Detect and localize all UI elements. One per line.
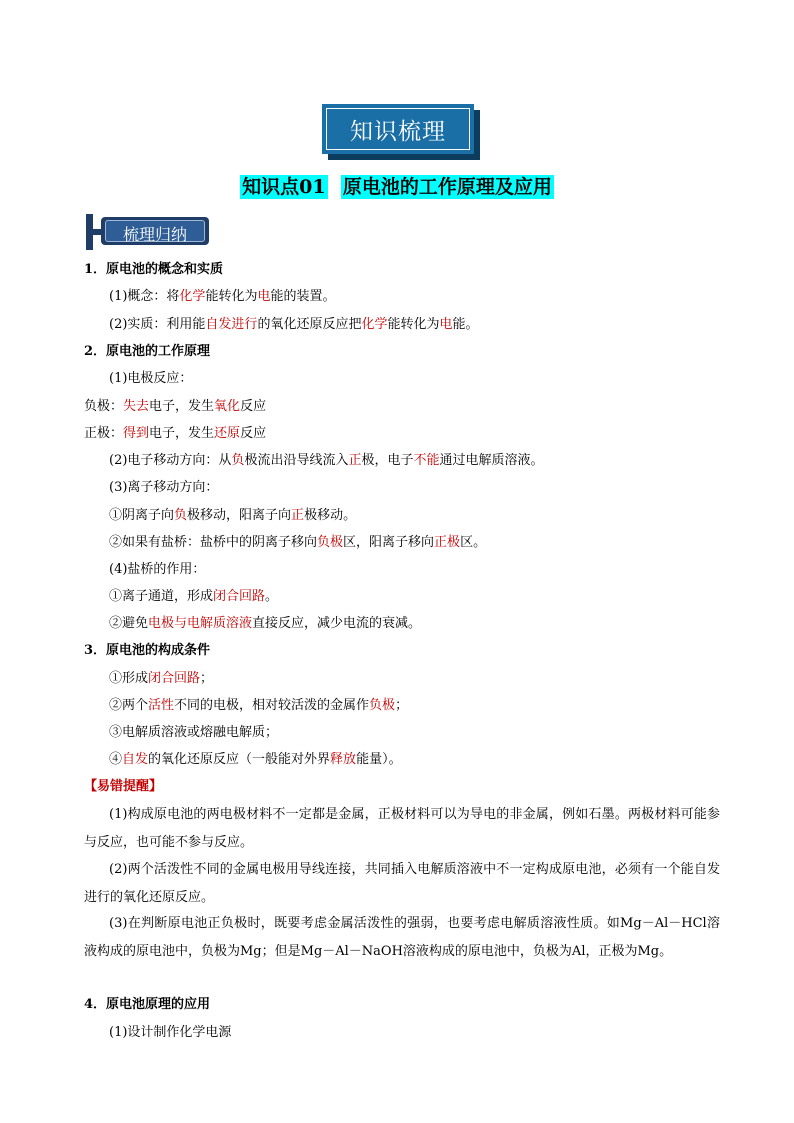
- section-tag-label: 梳理归纳: [122, 225, 187, 244]
- tip-paragraph-2: (2)两个活泼性不同的金属电极用导线连接，共同插入电解质溶液中不一定构成原电池，必须有一个能自发进行的氧化还原反应。: [84, 862, 720, 905]
- knowledge-point-label: 知识点01: [242, 176, 326, 198]
- condition-3: ③电解质溶液或熔融电解质；: [109, 725, 279, 740]
- salt-bridge-role-2: ②避免电极与电解质溶液直接反应，减少电流的衰减。: [109, 616, 422, 631]
- positive-pole-line: 正极：得到电子，发生还原反应: [84, 426, 267, 441]
- ion-direction-line: (3)离子移动方向：: [109, 480, 219, 495]
- section-4-heading: 4．原电池原理的应用: [84, 997, 211, 1012]
- section-tag: [86, 214, 216, 250]
- condition-1: ①形成闭合回路；: [109, 671, 214, 686]
- tip-paragraph-1: (1)构成原电池的两电极材料不一定都是金属，正极材料可以为导电的非金属，例如石墨。两极材料可能参与反应，也可能不参与反应。: [84, 807, 720, 850]
- essence-line: (2)实质：利用能自发进行的氧化还原反应把化学能转化为电能。: [109, 317, 479, 332]
- section-banner: [322, 104, 474, 154]
- salt-bridge-role-1: ①离子通道，形成闭合回路。: [109, 589, 279, 604]
- tip-label: 【易错提醒】: [84, 779, 163, 794]
- section-2-heading: 2．原电池的工作原理: [84, 344, 211, 359]
- application-1: (1)设计制作化学电源: [109, 1025, 232, 1040]
- knowledge-point-title: [0, 172, 794, 199]
- section-1-heading: 1．原电池的概念和实质: [84, 262, 224, 277]
- electrode-reaction-line: (1)电极反应：: [109, 371, 193, 386]
- salt-bridge-ion-line: ②如果有盐桥：盐桥中的阴离子移向负极区，阳离子移向正极区。: [109, 535, 487, 550]
- condition-2: ②两个活性不同的电极，相对较活泼的金属作负极；: [109, 698, 409, 713]
- negative-pole-line: 负极：失去电子，发生氧化反应: [84, 399, 267, 414]
- concept-line: (1)概念：将化学能转化为电能的装置。: [109, 289, 336, 304]
- banner-title: 知识梳理: [350, 119, 446, 145]
- salt-bridge-role-line: (4)盐桥的作用：: [109, 562, 206, 577]
- electron-direction-line: (2)电子移动方向：从负极流出沿导线流入正极，电子不能通过电解质溶液。: [109, 453, 544, 468]
- ion-move-line: ①阴离子向负极移动，阳离子向正极移动。: [109, 508, 357, 523]
- knowledge-point-name: 原电池的工作原理及应用: [342, 176, 552, 198]
- section-3-heading: 3．原电池的构成条件: [84, 643, 211, 658]
- tip-paragraph-3: (3)在判断原电池正负极时，既要考虑金属活泼性的强弱，也要考虑电解质溶液性质。如Mg－Al－HCl溶液构成的原电池中，负极为Mg；但是Mg－Al－NaOH溶液构成的原电池中，负极为Al，正极为Mg。: [84, 916, 720, 959]
- condition-4: ④自发的氧化还原反应（一般能对外界释放能量）。: [109, 752, 402, 767]
